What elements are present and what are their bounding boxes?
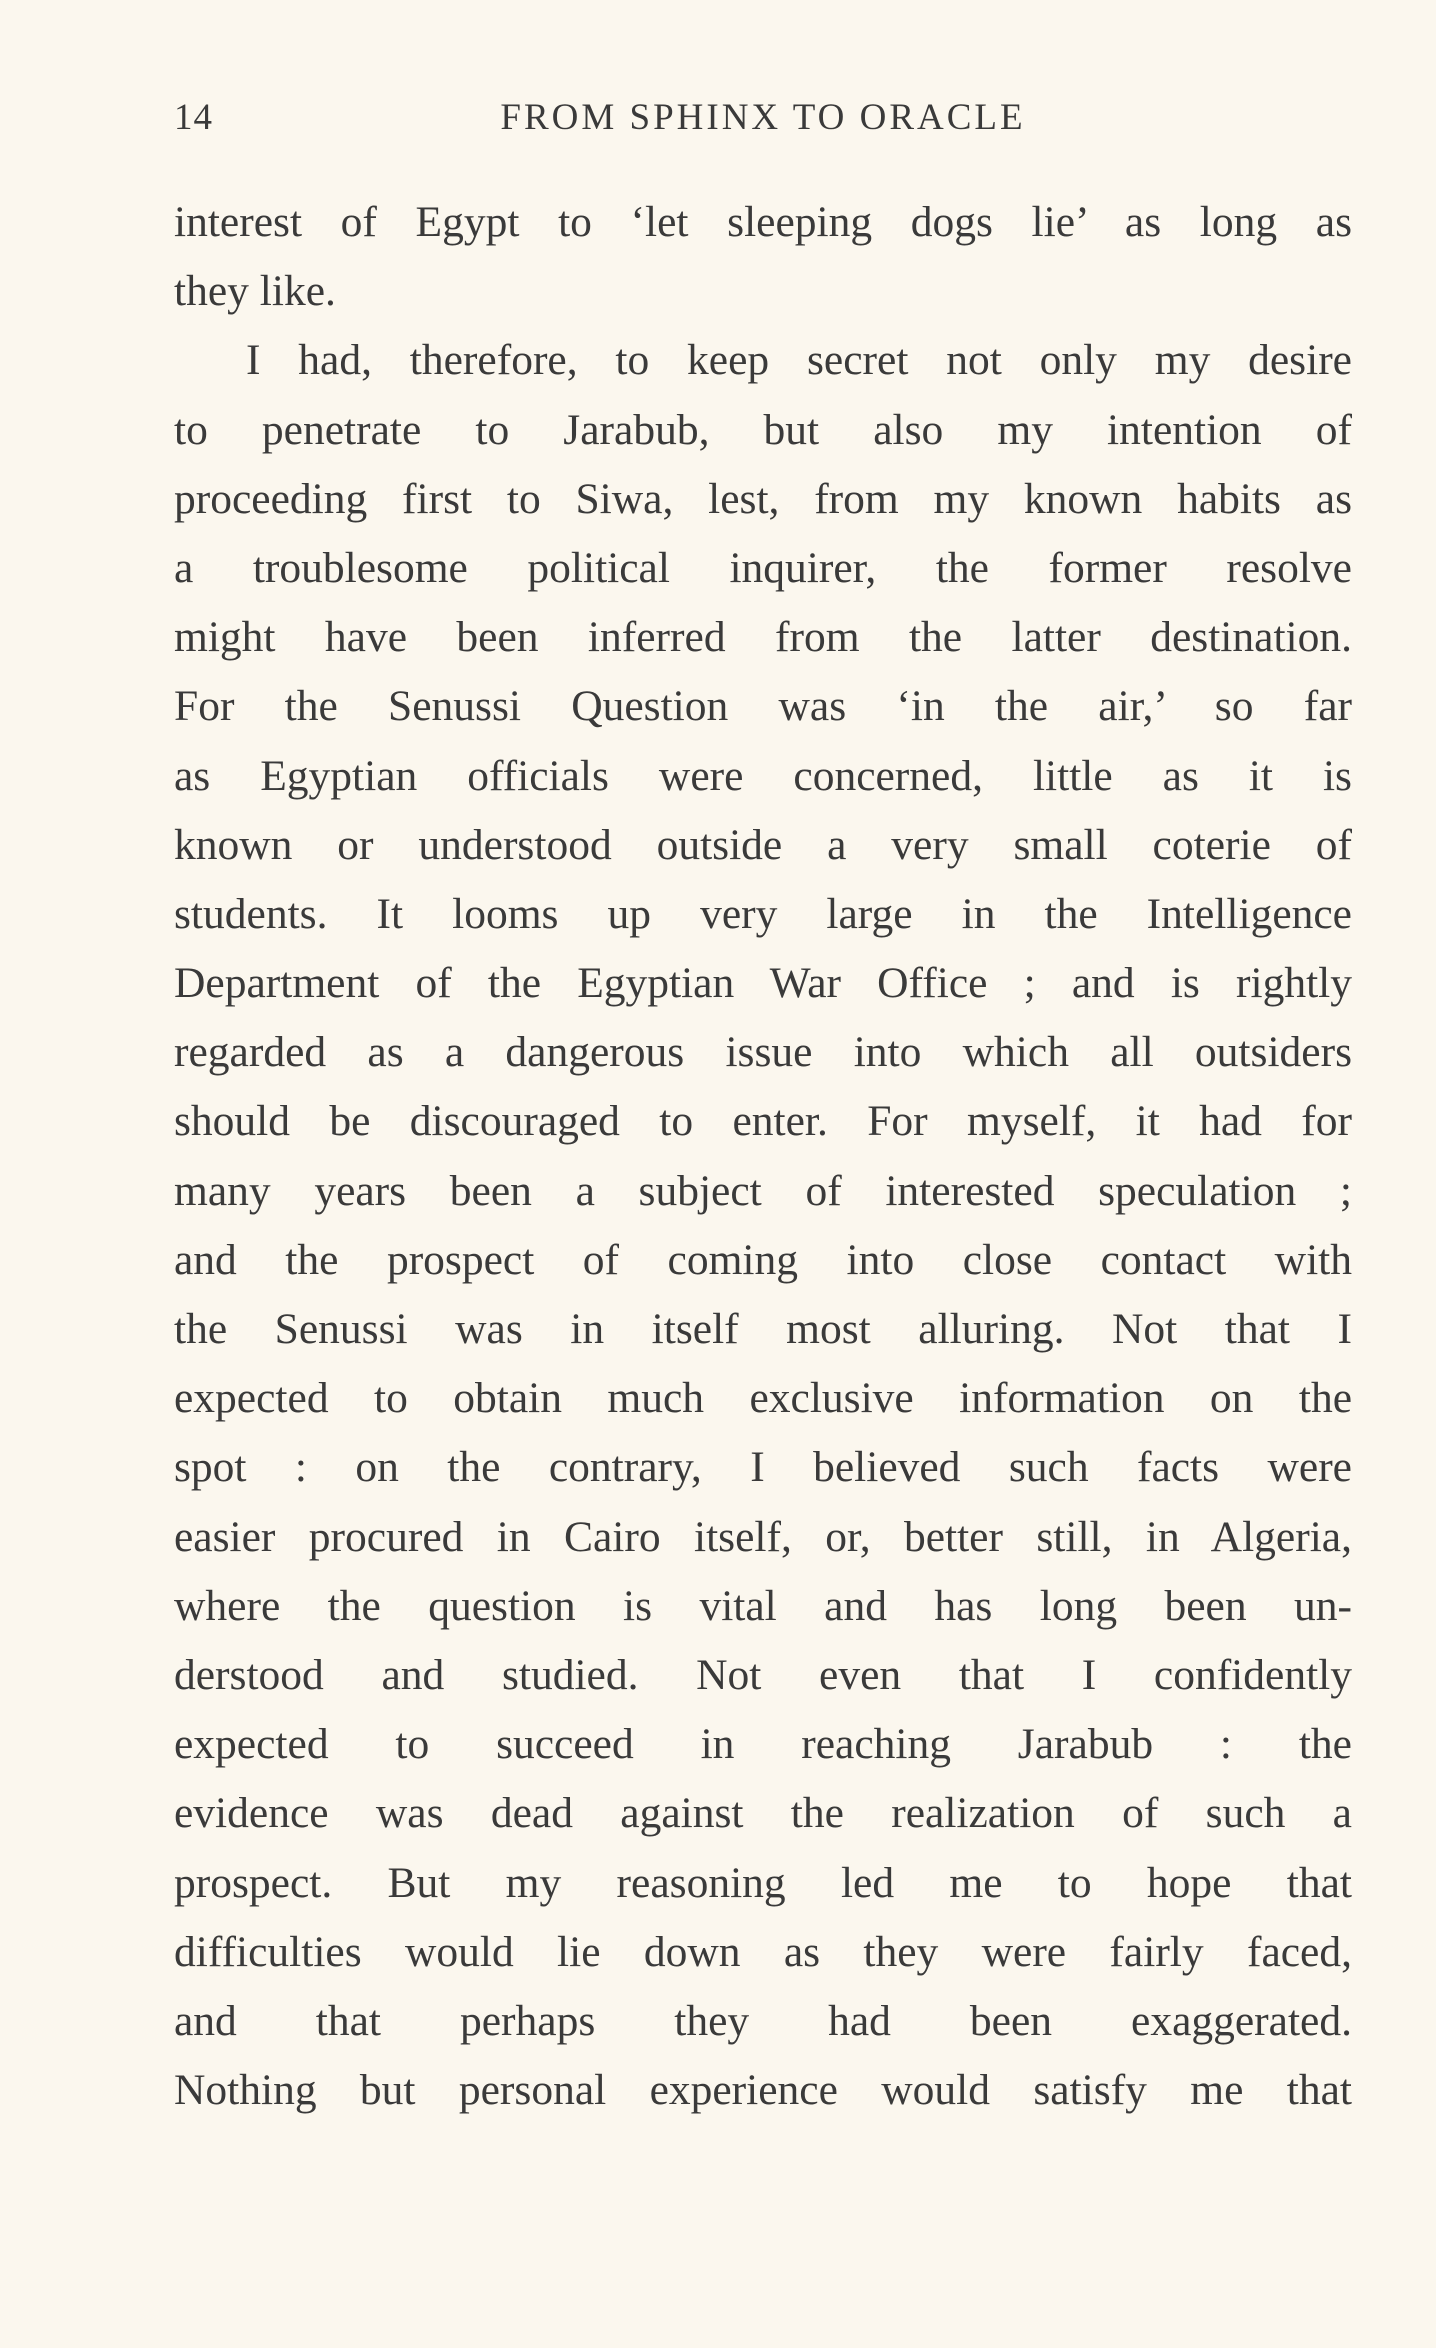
running-head: FROM SPHINX TO ORACLE [500,97,1026,138]
text-line: prospect. But my reasoning led me to hope that [174,1858,1352,1907]
text-line: Nothing but personal experience would satisfy me that [174,2066,1352,2115]
text-line: they like. [174,267,336,316]
text-line: interest of Egypt to ‘let sleeping dogs lie’ as long as [174,198,1352,246]
body-text [174,188,1352,2125]
text-line: and that perhaps they had been exaggerated. [174,1996,1352,2045]
text-line: easier procured in Cairo itself, or, better still, in Algeria, [174,1512,1352,1561]
text-line: regarded as a dangerous issue into which all outsiders [174,1028,1352,1077]
text-line: should be discouraged to enter. For myself, it had for [174,1097,1352,1146]
text-line: to penetrate to Jarabub, but also my intention of [174,405,1352,454]
text-line: expected to succeed in reaching Jarabub : the [174,1720,1352,1769]
text-line: I had, therefore, to keep secret not only my desire [246,336,1352,385]
text-line: students. It looms up very large in the Intelligence [174,889,1352,938]
text-line: spot : on the contrary, I believed such facts were [174,1443,1352,1492]
page-header [174,96,1352,146]
text-line: the Senussi was in itself most alluring. Not that I [174,1305,1352,1353]
text-line: proceeding first to Siwa, lest, from my known habits as [174,474,1352,523]
text-line: For the Senussi Question was ‘in the air,’ so far [174,682,1352,731]
text-line: many years been a subject of interested speculation ; [174,1166,1352,1215]
text-line: difficulties would lie down as they were fairly faced, [174,1927,1352,1976]
text-line: a troublesome political inquirer, the former resolve [174,543,1352,592]
text-line: known or understood outside a very small coterie of [174,820,1352,869]
text-line: expected to obtain much exclusive information on the [174,1374,1352,1423]
text-line: Department of the Egyptian War Office ; and is rightly [174,959,1352,1008]
text-line: evidence was dead against the realization of such a [174,1789,1352,1838]
text-line: derstood and studied. Not even that I confidently [174,1650,1352,1699]
text-line: as Egyptian officials were concerned, little as it is [174,751,1352,800]
text-line: might have been inferred from the latter destination. [174,613,1352,662]
text-line: where the question is vital and has long been un- [174,1581,1352,1630]
text-line: and the prospect of coming into close contact with [174,1235,1352,1284]
page-number: 14 [174,97,213,138]
